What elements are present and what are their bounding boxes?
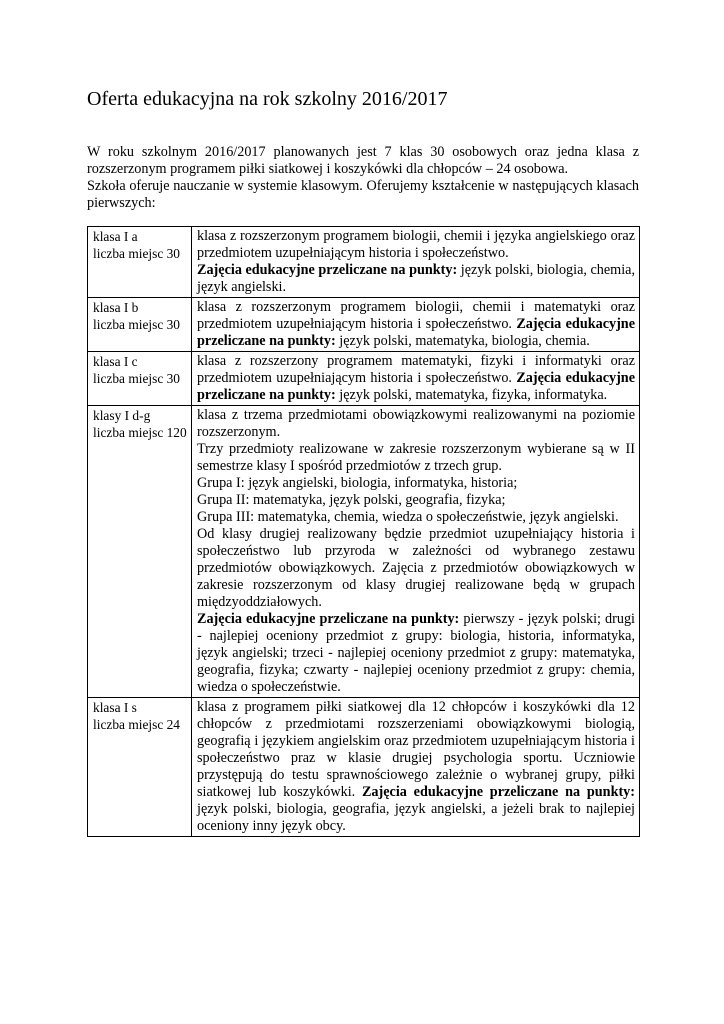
points-label: Zajęcia edukacyjne przeliczane na punkty: [361,784,635,800]
class-cell [88,698,192,837]
class-description-with-points [197,699,635,835]
class-description: klasa z rozszerzonym programem biologii, chemii i języka angielskiego oraz przedmiotem uzupełniającym historia i społeczeństwo. [197,228,635,261]
class-description: Od klasy drugiej realizowany będzie przedmiot uzupełniający historia i społeczeństwo lub przyroda w zależności od wybranego zestawu przedmiotów obowiązkowych. Zajęcia z przedmiotów obowiązkowych w zakresie rozszerzonym od klasy drugiej realizowane będą w grupach międzyoddziałowych. [197,526,635,610]
table-row [88,406,640,698]
class-description-with-points [197,353,635,404]
table-row [88,698,640,837]
class-name: klasa I b [93,300,139,315]
table-row [88,227,640,298]
group-line: Grupa II: matematyka, język polski, geografia, fizyka; [197,492,506,508]
intro-paragraph: Szkoła oferuje nauczanie w systemie klasowym. Oferujemy kształcenie w następujących klasach pierwszych: [87,178,639,211]
description-cell [192,406,640,698]
description-cell [192,352,640,406]
points-subjects: pierwszy - język polski; drugi - najlepiej oceniony przedmiot z grupy: biologia, historia, informatyka, język angielski; trzeci - najlepiej oceniony przedmiot z grupy: matematyka, geografia, fizyka; czwarty - najlepiej oceniony przedmiot z grupy: chemia, wiedza o społeczeństwie. [197,611,635,695]
class-seats: liczba miejsc 30 [93,371,181,386]
class-offer-table [87,226,640,837]
group-line: Grupa III: matematyka, chemia, wiedza o społeczeństwie, język angielski. [197,509,619,525]
points-label: Zajęcia edukacyjne przeliczane na punkty: [197,611,460,627]
points-subjects: język polski, biologia, chemia, język angielski. [197,262,636,295]
class-seats: liczba miejsc 30 [93,317,181,332]
class-name: klasa I a [93,229,138,244]
intro-paragraph: W roku szkolnym 2016/2017 planowanych jest 7 klas 30 osobowych oraz jedna klasa z rozszerzonym programem piłki siatkowej i koszykówki dla chłopców – 24 osobowa. [87,144,639,177]
class-seats: liczba miejsc 120 [93,425,187,440]
class-cell [88,227,192,298]
class-cell [88,352,192,406]
description-cell [192,227,640,298]
points-subjects: język polski, matematyka, biologia, chemia. [335,333,590,349]
class-description-with-points [197,299,635,350]
class-description: klasa z rozszerzonym programem biologii, chemii i matematyki oraz przedmiotem uzupełniającym historia i społeczeństwo. [197,299,635,332]
class-seats: liczba miejsc 24 [93,717,181,732]
table-row [88,298,640,352]
class-description: klasa z programem piłki siatkowej dla 12 chłopców i koszykówki dla 12 chłopców z przedmiotami rozszerzeniami obowiązkowymi biologią, geografią i językiem angielskim oraz przedmiotem uzupełniającym historia i społeczeństwo praz w klasie drugiej psychologia sportu. Uczniowie przystępują do testu sprawnościowego zależnie o wybranej grupy, piłki siatkowej lub koszykówki. [197,699,635,800]
class-name: klasa I s [93,700,137,715]
points-paragraph [197,611,635,696]
intro [87,144,639,212]
page-title: Oferta edukacyjna na rok szkolny 2016/2017 [87,88,448,110]
class-name: klasa I c [93,354,138,369]
points-label: Zajęcia edukacyjne przeliczane na punkty: [197,370,635,403]
class-description: Trzy przedmioty realizowane w zakresie rozszerzonym wybierane są w II semestrze klasy I spośród przedmiotów z trzech grup. [197,441,635,474]
points-label: Zajęcia edukacyjne przeliczane na punkty: [197,316,635,349]
table-row [88,352,640,406]
class-seats: liczba miejsc 30 [93,246,181,261]
description-cell [192,698,640,837]
class-cell [88,406,192,698]
points-subjects: język polski, biologia, geografia, język angielski, a jeżeli brak to najlepiej oceniony inny język obcy. [197,801,635,834]
class-name: klasy I d-g [93,408,151,423]
points-subjects: język polski, matematyka, fizyka, informatyka. [335,387,608,403]
points-paragraph [197,262,635,296]
class-cell [88,298,192,352]
group-line: Grupa I: język angielski, biologia, informatyka, historia; [197,475,518,491]
class-description: klasa z rozszerzony programem matematyki, fizyki i informatyki oraz przedmiotem uzupełniającym historia i społeczeństwo. [197,353,635,386]
class-description: klasa z trzema przedmiotami obowiązkowymi realizowanymi na poziomie rozszerzonym. [197,407,635,440]
points-label: Zajęcia edukacyjne przeliczane na punkty: [197,262,458,278]
description-cell [192,298,640,352]
